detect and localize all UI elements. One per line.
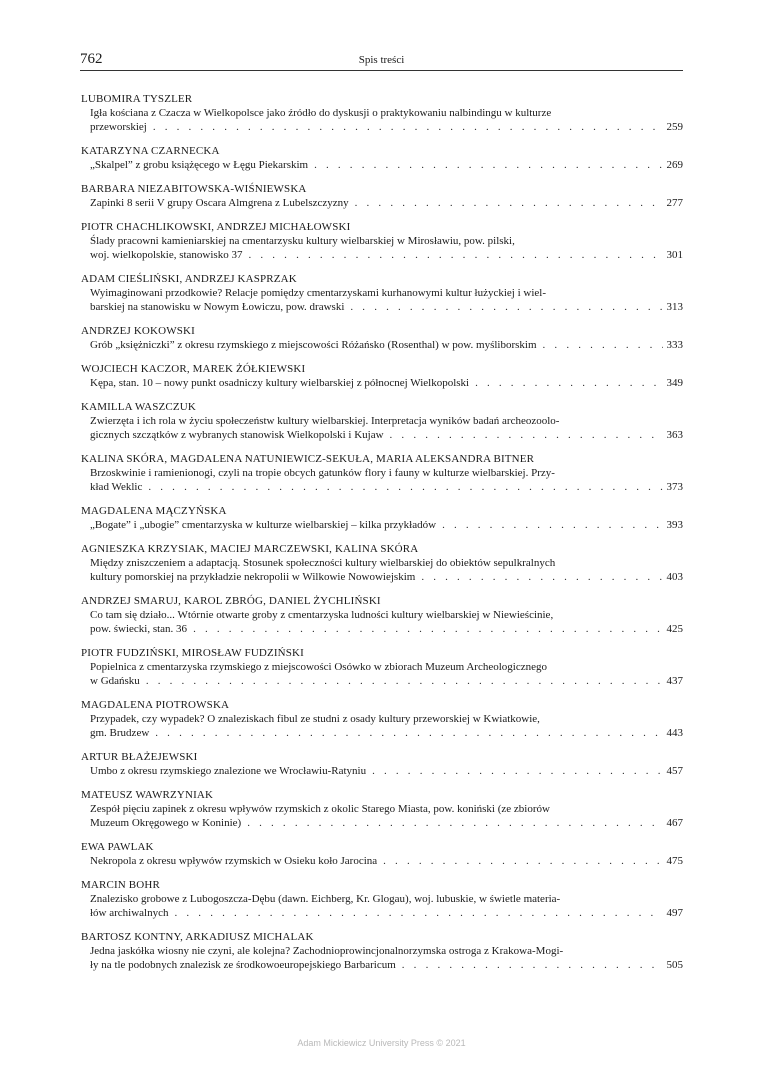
toc-entry-title (90, 608, 683, 636)
toc-entry-page-number: 313 (666, 301, 683, 313)
toc-entry-page-number: 393 (666, 519, 683, 531)
dot-leader (475, 376, 662, 390)
toc-entry-title-line: pow. świecki, stan. 36 (90, 623, 188, 635)
dot-leader (442, 518, 662, 532)
toc-entry-title-last-line (90, 376, 683, 390)
dot-leader (402, 958, 663, 972)
toc-entry-title-last-line (90, 480, 683, 494)
toc-entry (81, 698, 683, 740)
toc-entry-authors: MARCIN BOHR (81, 879, 160, 891)
toc-entry-title (90, 764, 683, 778)
toc-entry-page-number: 505 (666, 959, 683, 971)
toc-entry-authors: EWA PAWLAK (81, 841, 154, 853)
page-number: 762 (80, 51, 103, 67)
dot-leader (421, 570, 662, 584)
toc-entry-title-line: Przypadek, czy wypadek? O znaleziskach fibul ze studni z osady kultury przeworskiej w Kwiatkowie, (90, 713, 540, 725)
toc-entry-title-line: Między zniszczeniem a adaptacją. Stosunek społeczności kultury wielbarskiej do obiektów sepulkralnych (90, 557, 556, 569)
toc-entry-title-line: „Bogate” i „ubogie” cmentarzyska w kulturze wielbarskiej – kilka przykładów (90, 519, 437, 531)
toc-entry-title-last-line (90, 338, 683, 352)
toc-entry-authors: ARTUR BŁAŻEJEWSKI (81, 751, 198, 763)
toc-entry-title-last-line (90, 428, 683, 442)
dot-leader (350, 300, 662, 314)
toc-entry-title-line: Zwierzęta i ich rola w życiu społeczeństw kultury wielbarskiej. Interpretacja wyników badań archeozoolo- (90, 415, 560, 427)
toc-entry (81, 594, 683, 636)
dot-leader (314, 158, 662, 172)
toc-entry-title (90, 518, 683, 532)
toc-entry-page-number: 457 (666, 765, 683, 777)
toc-entry-title-last-line (90, 674, 683, 688)
toc-entry-title-line: łów archiwalnych (90, 907, 169, 919)
toc-entry-authors: PIOTR CHACHLIKOWSKI, ANDRZEJ MICHAŁOWSKI (81, 221, 351, 233)
toc-entry-page-number: 403 (666, 571, 683, 583)
toc-entry (81, 750, 683, 778)
toc-entry-authors: KAMILLA WASZCZUK (81, 401, 196, 413)
toc-entry (81, 646, 683, 688)
toc-entry-title-last-line (90, 248, 683, 262)
toc-entry-title (90, 196, 683, 210)
dot-leader (383, 854, 662, 868)
toc-entry-title-line: „Skalpel” z grobu książęcego w Łęgu Piekarskim (90, 159, 309, 171)
toc-entry (81, 930, 683, 972)
toc-entry-page-number: 301 (666, 249, 683, 261)
toc-entry-title (90, 286, 683, 314)
dot-leader (146, 674, 663, 688)
toc-entry-title-last-line (90, 300, 683, 314)
toc-entry-title-last-line (90, 622, 683, 636)
toc-entry-authors: ANDRZEJ SMARUJ, KAROL ZBRÓG, DANIEL ŻYCHLIŃSKI (81, 595, 381, 607)
toc-entry-title-line: Zapinki 8 serii V grupy Oscara Almgrena z Lubelszczyzny (90, 197, 349, 209)
running-head: Spis treści (358, 54, 405, 66)
toc-entry-title-line: Kępa, stan. 10 – nowy punkt osadniczy kultury wielbarskiej z północnej Wielkopolski (90, 377, 470, 389)
toc-entry-title (90, 660, 683, 688)
dot-leader (148, 480, 662, 494)
toc-entry-page-number: 443 (666, 727, 683, 739)
toc-entry (81, 324, 683, 352)
toc-entry-title (90, 802, 683, 830)
toc-entry-title-last-line (90, 816, 683, 830)
table-of-contents (81, 92, 683, 982)
toc-entry (81, 182, 683, 210)
publisher-footer: Adam Mickiewicz University Press © 2021 (297, 1038, 466, 1048)
toc-entry (81, 840, 683, 868)
toc-entry-title-line: Nekropola z okresu wpływów rzymskich w Osieku koło Jarocina (90, 855, 378, 867)
toc-entry-title-line: kultury pomorskiej na przykładzie nekropolii w Wilkowie Nowowiejskim (90, 571, 416, 583)
toc-entry-title (90, 854, 683, 868)
toc-entry-title-last-line (90, 120, 683, 134)
toc-entry-title-line: ły na tle podobnych znalezisk ze środkowoeuropejskiego Barbaricum (90, 959, 396, 971)
toc-entry-title (90, 944, 683, 972)
toc-entry-authors: BARTOSZ KONTNY, ARKADIUSZ MICHALAK (81, 931, 314, 943)
toc-entry-title-line: gicznych szczątków z wybranych stanowisk Wielkopolski i Kujaw (90, 429, 384, 441)
toc-entry-authors: LUBOMIRA TYSZLER (81, 93, 193, 105)
toc-entry-title (90, 712, 683, 740)
toc-entry (81, 542, 683, 584)
toc-entry-title-line: Popielnica z cmentarzyska rzymskiego z miejscowości Osówko w zbiorach Muzeum Archeologicznego (90, 661, 547, 673)
toc-entry-authors: WOJCIECH KACZOR, MAREK ŻÓŁKIEWSKI (81, 363, 306, 375)
toc-entry-title-last-line (90, 958, 683, 972)
toc-entry-page-number: 363 (666, 429, 683, 441)
toc-entry (81, 504, 683, 532)
toc-entry-authors: PIOTR FUDZIŃSKI, MIROSŁAW FUDZIŃSKI (81, 647, 304, 659)
toc-entry-title-line: Jedna jaskółka wiosny nie czyni, ale kolejna? Zachodnioprowincjonalnorzymska ostroga z Krakowa-Mogi- (90, 945, 564, 957)
toc-entry-title-last-line (90, 570, 683, 584)
toc-entry-title-last-line (90, 158, 683, 172)
dot-leader (247, 816, 662, 830)
dot-leader (355, 196, 663, 210)
dot-leader (390, 428, 663, 442)
toc-entry (81, 452, 683, 494)
toc-entry-page-number: 259 (666, 121, 683, 133)
toc-entry-title (90, 466, 683, 494)
toc-entry-title (90, 556, 683, 584)
toc-entry-title-line: przeworskiej (90, 121, 147, 133)
toc-entry (81, 92, 683, 134)
toc-entry-title-line: woj. wielkopolskie, stanowisko 37 (90, 249, 243, 261)
toc-entry-page-number: 425 (666, 623, 683, 635)
toc-entry-title (90, 234, 683, 262)
toc-entry-title-line: gm. Brudzew (90, 727, 150, 739)
toc-entry (81, 878, 683, 920)
toc-entry-title (90, 892, 683, 920)
toc-entry-page-number: 349 (666, 377, 683, 389)
toc-entry-title-line: Znalezisko grobowe z Lubogoszcza-Dębu (dawn. Eichberg, Kr. Glogau), woj. lubuskie, w świetle materia- (90, 893, 561, 905)
toc-entry-authors: KALINA SKÓRA, MAGDALENA NATUNIEWICZ-SEKUŁA, MARIA ALEKSANDRA BITNER (81, 453, 535, 465)
toc-entry-page-number: 269 (666, 159, 683, 171)
toc-entry-title-last-line (90, 906, 683, 920)
toc-entry-title-line: Brzoskwinie i ramienionogi, czyli na tropie obcych gatunków flory i fauny w kulturze wielbarskiej. Przy- (90, 467, 555, 479)
toc-entry-title-line: Igła kościana z Czacza w Wielkopolsce jako źródło do dyskusji o praktykowaniu nalbindingu w kulturze (90, 107, 552, 119)
toc-entry (81, 400, 683, 442)
dot-leader (193, 622, 662, 636)
toc-entry-authors: AGNIESZKA KRZYSIAK, MACIEJ MARCZEWSKI, KALINA SKÓRA (81, 543, 419, 555)
toc-entry-title-line: Umbo z okresu rzymskiego znalezione we Wrocławiu-Ratyniu (90, 765, 367, 777)
toc-entry-authors: MAGDALENA MĄCZYŃSKA (81, 505, 227, 517)
toc-entry-title-line: Grób „księżniczki” z okresu rzymskiego z miejscowości Różańsko (Rosenthal) w pow. myśliborskim (90, 339, 537, 351)
dot-leader (248, 248, 662, 262)
toc-entry-title-last-line (90, 726, 683, 740)
dot-leader (153, 120, 663, 134)
toc-entry-authors: KATARZYNA CZARNECKA (81, 145, 220, 157)
dot-leader (543, 338, 663, 352)
dot-leader (175, 906, 663, 920)
toc-entry-title-line: w Gdańsku (90, 675, 140, 687)
toc-entry-authors: MATEUSZ WAWRZYNIAK (81, 789, 214, 801)
toc-entry-title-line: kład Weklic (90, 481, 143, 493)
toc-entry (81, 788, 683, 830)
toc-entry-page-number: 333 (666, 339, 683, 351)
toc-entry-title-line: Zespół pięciu zapinek z okresu wpływów rzymskich z okolic Starego Miasta, pow. koniński (ze zbiorów (90, 803, 550, 815)
toc-entry-title-last-line (90, 196, 683, 210)
toc-entry-page-number: 277 (666, 197, 683, 209)
toc-entry-page-number: 437 (666, 675, 683, 687)
toc-entry-title (90, 106, 683, 134)
toc-entry-page-number: 475 (666, 855, 683, 867)
dot-leader (155, 726, 662, 740)
page-header (80, 50, 683, 71)
toc-entry-title-line: Co tam się działo... Wtórnie otwarte groby z cmentarzyska ludności kultury wielbarskiej w Niewieścinie, (90, 609, 554, 621)
toc-entry-page-number: 497 (666, 907, 683, 919)
toc-entry (81, 220, 683, 262)
toc-entry-page-number: 467 (666, 817, 683, 829)
toc-entry-title-last-line (90, 518, 683, 532)
toc-entry (81, 144, 683, 172)
toc-entry-title (90, 414, 683, 442)
toc-entry-authors: ADAM CIEŚLIŃSKI, ANDRZEJ KASPRZAK (81, 273, 297, 285)
toc-entry (81, 272, 683, 314)
toc-entry-title-line: Ślady pracowni kamieniarskiej na cmentarzysku kultury wielbarskiej w Mirosławiu, pow. pilski, (90, 235, 515, 247)
toc-entry-title (90, 338, 683, 352)
toc-entry-title (90, 158, 683, 172)
toc-entry-title-line: Wyimaginowani przodkowie? Relacje pomiędzy cmentarzyskami kurhanowymi kultur łużyckiej i wiel- (90, 287, 547, 299)
toc-entry-title-line: barskiej na stanowisku w Nowym Łowiczu, pow. drawski (90, 301, 345, 313)
toc-entry-title (90, 376, 683, 390)
toc-entry (81, 362, 683, 390)
toc-entry-title-line: Muzeum Okręgowego w Koninie) (90, 817, 242, 829)
toc-entry-title-last-line (90, 854, 683, 868)
toc-entry-authors: ANDRZEJ KOKOWSKI (81, 325, 195, 337)
dot-leader (372, 764, 662, 778)
toc-entry-authors: BARBARA NIEZABITOWSKA-WIŚNIEWSKA (81, 183, 307, 195)
toc-entry-authors: MAGDALENA PIOTROWSKA (81, 699, 230, 711)
toc-entry-page-number: 373 (666, 481, 683, 493)
toc-entry-title-last-line (90, 764, 683, 778)
